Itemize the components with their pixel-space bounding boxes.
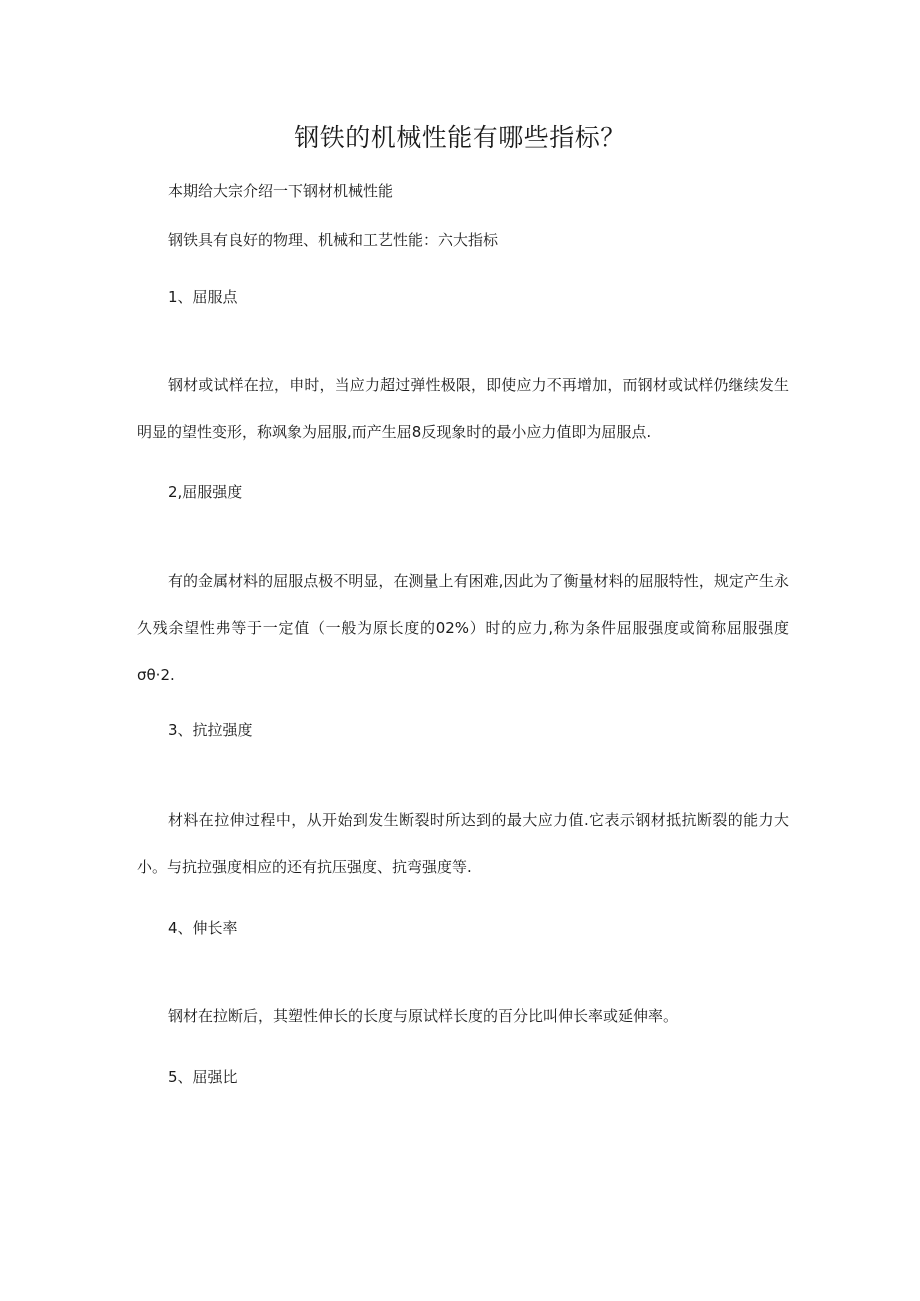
intro-line-2: 钢铁具有良好的物理、机械和工艺性能：六大指标 <box>168 231 499 249</box>
section-body-elongation: 钢材在拉断后，其塑性伸长的长度与原试样长度的百分比叫伸长率或延伸率。 <box>168 1007 679 1025</box>
section-body-yield-strength: 有的金属材料的屈服点极不明显，在测量上有困难,因此为了衡量材料的屈服特性，规定产生永久残余望性弗等于一定值（一般为原长度的02%）时的应力,称为条件屈服强度或简称屈服强度σθ·2. <box>137 572 789 684</box>
intro-line-1: 本期给大宗介绍一下钢材机械性能 <box>168 182 394 200</box>
section-body-yield-point: 钢材或试样在拉，申时，当应力超过弹性极限，即使应力不再增加，而钢材或试样仍继续发生明显的望性变形，称飒象为屈服,而产生屈8反现象时的最小应力值即为屈服点. <box>137 376 789 441</box>
section-heading-yield-ratio: 5、屈强比 <box>168 1068 238 1086</box>
section-heading-elongation: 4、伸长率 <box>168 919 238 937</box>
document-title: 钢铁的机械性能有哪些指标？ <box>294 123 626 152</box>
section-body-tensile-strength: 材料在拉伸过程中，从开始到发生断裂时所达到的最大应力值.它表示钢材抵抗断裂的能力大小。与抗拉强度相应的还有抗压强度、抗弯强度等. <box>137 811 789 876</box>
section-heading-yield-point: 1、屈服点 <box>168 288 238 306</box>
section-heading-yield-strength: 2,屈服强度 <box>168 483 243 501</box>
section-heading-tensile-strength: 3、抗拉强度 <box>168 721 253 739</box>
